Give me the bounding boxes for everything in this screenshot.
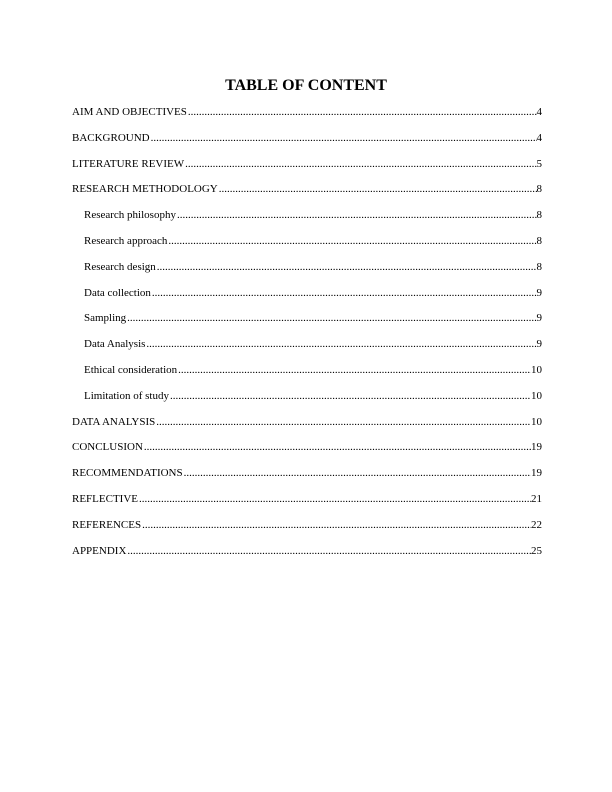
toc-entry-research-design[interactable] bbox=[72, 259, 542, 285]
toc-page-number: 9 bbox=[536, 312, 542, 325]
dot-leader bbox=[157, 259, 537, 275]
toc-entry-label: LITERATURE REVIEW bbox=[72, 157, 185, 170]
toc-entry-label: RESEARCH METHODOLOGY bbox=[72, 183, 218, 196]
toc-entry-research-approach[interactable] bbox=[72, 233, 542, 259]
toc-page-number: 10 bbox=[531, 363, 542, 376]
toc-page-number: 10 bbox=[531, 389, 542, 402]
toc-entry-label: Research philosophy bbox=[84, 209, 176, 222]
toc-entry-literature-review[interactable] bbox=[72, 156, 542, 182]
toc-entry-label: Research design bbox=[84, 260, 156, 273]
toc-entry-data-analysis[interactable] bbox=[72, 414, 542, 440]
toc-entry-label: Data collection bbox=[84, 286, 151, 299]
toc-entry-label: Sampling bbox=[84, 312, 127, 325]
toc-entry-ethical-consideration[interactable] bbox=[72, 362, 542, 388]
toc-entry-limitation-of-study[interactable] bbox=[72, 388, 542, 414]
toc-page-number: 19 bbox=[531, 467, 542, 480]
toc-entry-label: REFLECTIVE bbox=[72, 492, 138, 505]
dot-leader bbox=[178, 362, 531, 378]
toc-entry-aim-and-objectives[interactable] bbox=[72, 104, 542, 130]
toc-entry-sampling[interactable] bbox=[72, 310, 542, 336]
toc-entry-label: APPENDIX bbox=[72, 544, 127, 557]
dot-leader bbox=[168, 233, 536, 249]
dot-leader bbox=[127, 310, 536, 326]
toc-entry-references[interactable] bbox=[72, 517, 542, 543]
toc-entry-conclusion[interactable] bbox=[72, 439, 542, 465]
toc-page-number: 8 bbox=[536, 209, 542, 222]
toc-page-number: 9 bbox=[536, 338, 542, 351]
toc-entry-label: Ethical consideration bbox=[84, 363, 178, 376]
table-of-contents bbox=[72, 104, 542, 568]
dot-leader bbox=[146, 336, 536, 352]
toc-entry-label: BACKGROUND bbox=[72, 131, 150, 144]
toc-entry-label: DATA ANALYSIS bbox=[72, 415, 156, 428]
toc-entry-label: AIM AND OBJECTIVES bbox=[72, 106, 187, 118]
toc-page-number: 21 bbox=[531, 492, 542, 505]
toc-page-number: 10 bbox=[531, 415, 542, 428]
toc-page-number: 22 bbox=[531, 518, 542, 531]
toc-entry-data-collection[interactable] bbox=[72, 285, 542, 311]
dot-leader bbox=[139, 491, 531, 507]
toc-entry-label: Data Analysis bbox=[84, 338, 146, 351]
toc-entry-appendix[interactable] bbox=[72, 543, 542, 569]
dot-leader bbox=[185, 156, 536, 172]
toc-page-number: 9 bbox=[536, 286, 542, 299]
dot-leader bbox=[184, 465, 531, 481]
toc-entry-research-methodology[interactable] bbox=[72, 181, 542, 207]
toc-entry-label: REFERENCES bbox=[72, 518, 142, 531]
toc-page-number: 8 bbox=[536, 260, 542, 273]
dot-leader bbox=[127, 543, 531, 559]
toc-page-number: 8 bbox=[536, 234, 542, 247]
toc-entry-label: CONCLUSION bbox=[72, 441, 143, 454]
toc-entry-label: Limitation of study bbox=[84, 389, 169, 402]
dot-leader bbox=[142, 517, 531, 533]
toc-page-number: 8 bbox=[536, 183, 542, 196]
toc-entry-recommendations[interactable] bbox=[72, 465, 542, 491]
toc-page-number: 4 bbox=[536, 106, 542, 118]
toc-page-number: 25 bbox=[531, 544, 542, 557]
toc-entry-reflective[interactable] bbox=[72, 491, 542, 517]
toc-entry-label: Research approach bbox=[84, 234, 168, 247]
dot-leader bbox=[177, 207, 537, 223]
dot-leader bbox=[151, 130, 537, 146]
toc-entry-research-philosophy[interactable] bbox=[72, 207, 542, 233]
dot-leader bbox=[170, 388, 531, 404]
dot-leader bbox=[188, 104, 537, 120]
toc-page-number: 5 bbox=[536, 157, 542, 170]
dot-leader bbox=[156, 414, 531, 430]
dot-leader bbox=[144, 439, 531, 455]
toc-entry-label: RECOMMENDATIONS bbox=[72, 467, 183, 480]
page-title: TABLE OF CONTENT bbox=[225, 77, 387, 94]
dot-leader bbox=[152, 285, 537, 301]
toc-entry-background[interactable] bbox=[72, 130, 542, 156]
toc-entry-data-analysis-method[interactable] bbox=[72, 336, 542, 362]
toc-page-number: 4 bbox=[536, 131, 542, 144]
toc-page-number: 19 bbox=[531, 441, 542, 454]
dot-leader bbox=[219, 181, 537, 197]
